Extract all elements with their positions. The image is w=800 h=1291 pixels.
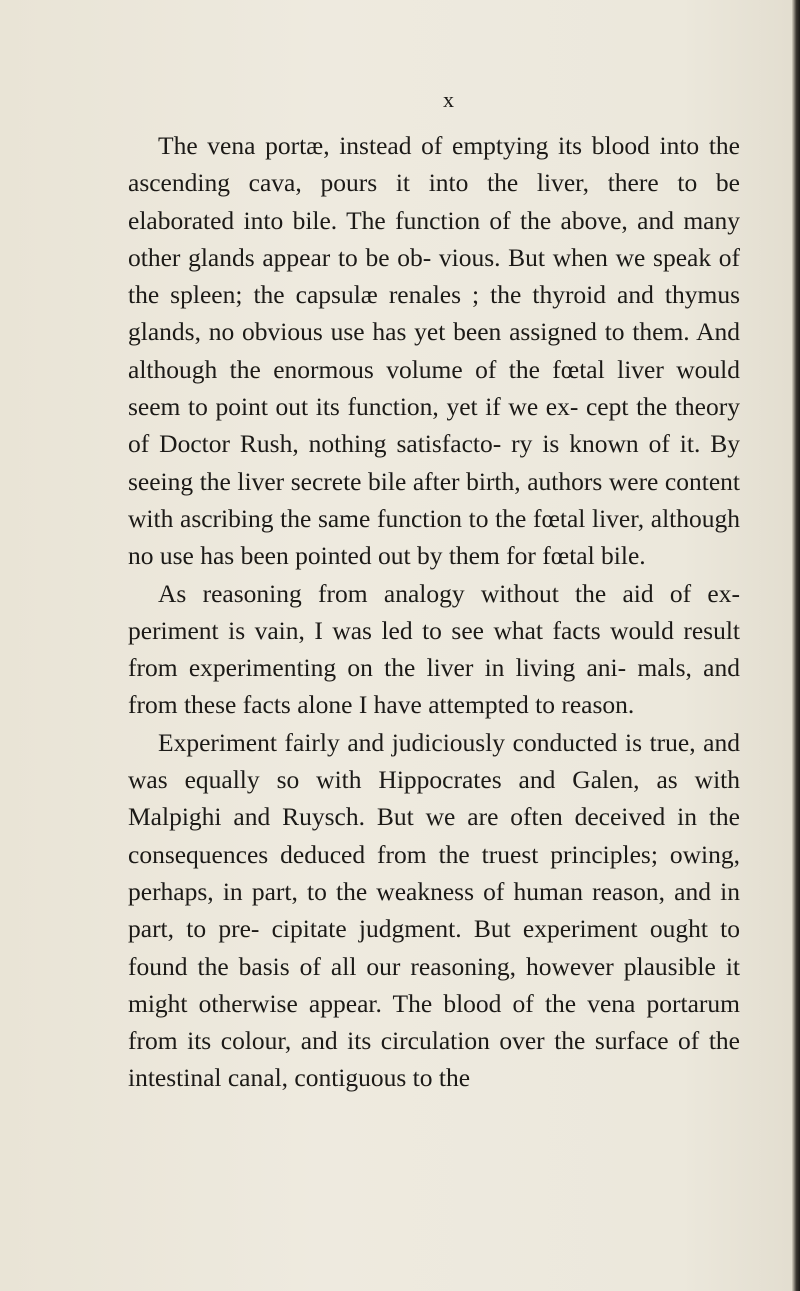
paragraph-3: Experiment fairly and judiciously conducted is true, and was equally so with Hippocrates and Galen, as with Malpighi and Ruysch. But we are often deceived in the consequences deduced from the truest principles; owing, perhaps, in part, to the weakness of human reason, and in part, to pre- cipitate judgment. But experiment ought to found the basis of all our reasoning, however plausible it might otherwise appear. The blood of the vena portarum from its colour, and its circulation over the surface of the intestinal canal, contiguous to the [128, 727, 740, 1093]
paragraph-2: As reasoning from analogy without the aid of ex- periment is vain, I was led to see what facts would result from experimenting on the liver in living ani- mals, and from these facts alone I have attempted to reason. [128, 578, 740, 720]
body-text [128, 127, 740, 1097]
page-edge-shadow [792, 0, 800, 1291]
paragraph-1: The vena portæ, instead of emptying its blood into the ascending cava, pours it into the liver, there to be elaborated into bile. The function of the above, and many other glands appear to be ob- vious. But when we speak of the spleen; the capsulæ renales ; the thyroid and thymus glands, no obvious use has yet been assigned to them. And although the enormous volume of the fœtal liver would seem to point out its function, yet if we ex- cept the theory of Doctor Rush, nothing satisfacto- ry is known of it. By seeing the liver secrete bile after birth, authors were content with ascribing the same function to the fœtal liver, although no use has been pointed out by them for fœtal bile. [128, 131, 740, 571]
page-number: x [443, 87, 454, 112]
